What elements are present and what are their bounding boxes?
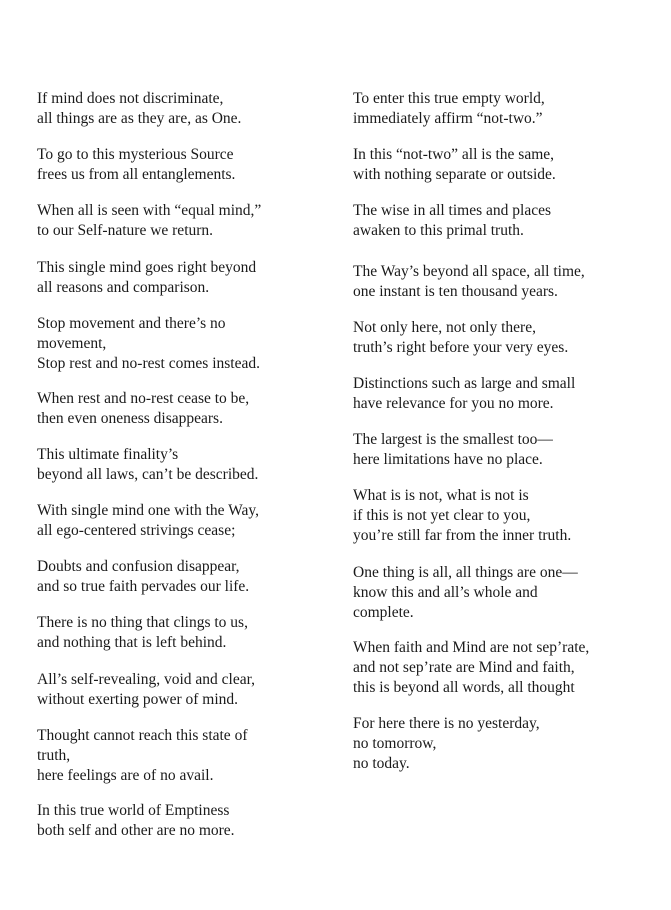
- poem-line: Distinctions such as large and small: [353, 375, 576, 392]
- poem-line: then even oneness disappears.: [37, 410, 223, 427]
- poem-line: truth’s right before your very eyes.: [353, 339, 569, 356]
- poem-line: you’re still far from the inner truth.: [353, 527, 572, 544]
- poem-line: What is is not, what is not is: [353, 487, 529, 504]
- poem-line: all ego-centered strivings cease;: [37, 522, 236, 539]
- poem-line: have relevance for you no more.: [353, 395, 554, 412]
- poem-line: no tomorrow,: [353, 735, 437, 752]
- stanza: [37, 670, 327, 710]
- stanza: [37, 258, 327, 298]
- poem-line: For here there is no yesterday,: [353, 715, 540, 732]
- stanza: [37, 613, 327, 653]
- poem-line: beyond all laws, can’t be described.: [37, 466, 259, 483]
- poem-line: here limitations have no place.: [353, 451, 543, 468]
- poem-line: The Way’s beyond all space, all time,: [353, 263, 585, 280]
- poem-line: and so true faith pervades our life.: [37, 578, 250, 595]
- stanza: [353, 145, 643, 185]
- stanza: [37, 445, 327, 485]
- stanza: [353, 430, 643, 470]
- poem-line: Stop movement and there’s no: [37, 315, 226, 332]
- poem-line: one instant is ten thousand years.: [353, 283, 558, 300]
- poem-line: know this and all’s whole and: [353, 584, 538, 601]
- poem-line: When rest and no-rest cease to be,: [37, 390, 250, 407]
- poem-line: One thing is all, all things are one—: [353, 564, 578, 581]
- poem-line: awaken to this primal truth.: [353, 222, 524, 239]
- stanza: [37, 201, 327, 241]
- stanza: [37, 314, 327, 374]
- poem-line: with nothing separate or outside.: [353, 166, 556, 183]
- stanza: [353, 318, 643, 358]
- poem-line: frees us from all entanglements.: [37, 166, 236, 183]
- poem-line: To go to this mysterious Source: [37, 146, 234, 163]
- poem-line: here feelings are of no avail.: [37, 767, 214, 784]
- poem-line: all reasons and comparison.: [37, 279, 210, 296]
- poem-line: and nothing that is left behind.: [37, 634, 227, 651]
- poem-line: All’s self-revealing, void and clear,: [37, 671, 256, 688]
- stanza: [353, 89, 643, 129]
- poem-line: if this is not yet clear to you,: [353, 507, 531, 524]
- poem-line: The wise in all times and places: [353, 202, 551, 219]
- poem-line: To enter this true empty world,: [353, 90, 545, 107]
- stanza: [37, 389, 327, 429]
- stanza: [37, 145, 327, 185]
- stanza: [37, 801, 327, 841]
- poem-line: Thought cannot reach this state of: [37, 727, 248, 744]
- poem-line: If mind does not discriminate,: [37, 90, 224, 107]
- poem-line: When all is seen with “equal mind,”: [37, 202, 262, 219]
- stanza: [353, 714, 643, 774]
- stanza: [353, 262, 643, 302]
- poem-line: movement,: [37, 335, 107, 352]
- poem-line: this is beyond all words, all thought: [353, 679, 575, 696]
- stanza: [37, 501, 327, 541]
- poem-line: all things are as they are, as One.: [37, 110, 242, 127]
- poem-line: Doubts and confusion disappear,: [37, 558, 240, 575]
- poem-line: In this “not-two” all is the same,: [353, 146, 555, 163]
- stanza: [353, 486, 643, 546]
- stanza: [353, 201, 643, 241]
- stanza: [353, 638, 643, 698]
- poem-line: to our Self-nature we return.: [37, 222, 214, 239]
- poem-line: immediately affirm “not-two.”: [353, 110, 543, 127]
- poem-line: With single mind one with the Way,: [37, 502, 259, 519]
- poem-line: This single mind goes right beyond: [37, 259, 257, 276]
- poem-line: The largest is the smallest too—: [353, 431, 553, 448]
- stanza: [37, 557, 327, 597]
- poem-line: no today.: [353, 755, 410, 772]
- poem-line: This ultimate finality’s: [37, 446, 179, 463]
- stanza: [37, 726, 327, 786]
- poem-line: both self and other are no more.: [37, 822, 235, 839]
- poem-line: and not sep’rate are Mind and faith,: [353, 659, 575, 676]
- poem-line: Stop rest and no-rest comes instead.: [37, 355, 260, 372]
- stanza: [37, 89, 327, 129]
- poem-line: complete.: [353, 604, 414, 621]
- poem-line: When faith and Mind are not sep’rate,: [353, 639, 590, 656]
- stanza: [353, 374, 643, 414]
- poem-line: There is no thing that clings to us,: [37, 614, 248, 631]
- stanza: [353, 563, 643, 623]
- poem-line: truth,: [37, 747, 71, 764]
- poem-line: In this true world of Emptiness: [37, 802, 230, 819]
- poem-line: without exerting power of mind.: [37, 691, 239, 708]
- poem-line: Not only here, not only there,: [353, 319, 536, 336]
